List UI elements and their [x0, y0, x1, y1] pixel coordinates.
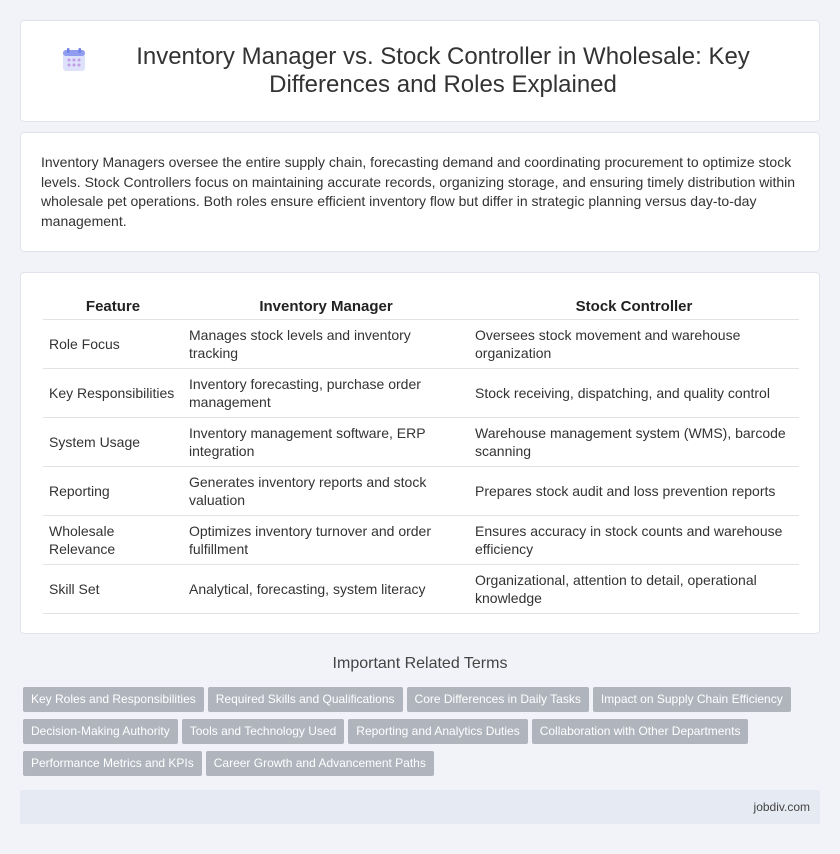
related-terms-tags [23, 687, 823, 783]
table-row [43, 564, 799, 613]
related-term-tag[interactable]: Required Skills and Qualifications [208, 687, 403, 712]
related-term-tag[interactable]: Collaboration with Other Departments [532, 719, 749, 744]
table-cell-feature: Role Focus [43, 319, 183, 368]
comparison-table-card [20, 272, 820, 634]
related-term-tag[interactable]: Reporting and Analytics Duties [348, 719, 527, 744]
page-title: Inventory Manager vs. Stock Controller in Wholesale: Key Differences and Roles Explained [136, 43, 750, 98]
table-cell-feature: Reporting [43, 466, 183, 515]
table-row [43, 368, 799, 417]
header-card [20, 20, 820, 122]
table-row [43, 319, 799, 368]
header-inner [61, 43, 779, 99]
intro-text: Inventory Managers oversee the entire supply chain, forecasting demand and coordinating procurement to optimize stock levels. Stock Controllers focus on maintaining accurate records, organizing storage, and ensuring timely distribution within wholesale pet operations. Both roles ensure efficient inventory flow but differ in strategic planning versus day-to-day management. [41, 154, 796, 229]
table-row [43, 466, 799, 515]
table-cell-inventory-manager: Manages stock levels and inventory tracking [183, 319, 469, 368]
calendar-icon [61, 47, 87, 73]
table-cell-stock-controller: Prepares stock audit and loss prevention reports [469, 466, 799, 515]
related-term-tag[interactable]: Impact on Supply Chain Efficiency [593, 687, 791, 712]
related-term-tag[interactable]: Core Differences in Daily Tasks [407, 687, 589, 712]
table-row [43, 515, 799, 564]
table-cell-feature: Wholesale Relevance [43, 515, 183, 564]
table-cell-feature: Skill Set [43, 564, 183, 613]
table-cell-inventory-manager: Generates inventory reports and stock valuation [183, 466, 469, 515]
related-term-tag[interactable]: Decision-Making Authority [23, 719, 178, 744]
table-cell-stock-controller: Oversees stock movement and warehouse organization [469, 319, 799, 368]
intro-card [20, 132, 820, 252]
footer [20, 790, 820, 824]
table-header-stock-controller: Stock Controller [469, 295, 799, 319]
related-term-tag[interactable]: Key Roles and Responsibilities [23, 687, 204, 712]
table-cell-stock-controller: Organizational, attention to detail, operational knowledge [469, 564, 799, 613]
table-cell-inventory-manager: Analytical, forecasting, system literacy [183, 564, 469, 613]
table-cell-stock-controller: Ensures accuracy in stock counts and warehouse efficiency [469, 515, 799, 564]
related-terms-title: Important Related Terms [332, 655, 508, 672]
footer-site-link[interactable]: jobdiv.com [753, 800, 810, 814]
table-cell-inventory-manager: Inventory forecasting, purchase order management [183, 368, 469, 417]
table-cell-inventory-manager: Optimizes inventory turnover and order fulfillment [183, 515, 469, 564]
table-row [43, 417, 799, 466]
comparison-table [43, 295, 799, 614]
table-cell-inventory-manager: Inventory management software, ERP integration [183, 417, 469, 466]
table-header-inventory-manager: Inventory Manager [183, 295, 469, 319]
table-cell-stock-controller: Stock receiving, dispatching, and quality control [469, 368, 799, 417]
table-cell-feature: System Usage [43, 417, 183, 466]
related-term-tag[interactable]: Tools and Technology Used [182, 719, 345, 744]
table-cell-stock-controller: Warehouse management system (WMS), barcode scanning [469, 417, 799, 466]
related-term-tag[interactable]: Performance Metrics and KPIs [23, 751, 202, 776]
related-term-tag[interactable]: Career Growth and Advancement Paths [206, 751, 434, 776]
table-cell-feature: Key Responsibilities [43, 368, 183, 417]
table-header-feature: Feature [43, 295, 183, 319]
table-header-row [43, 295, 799, 319]
